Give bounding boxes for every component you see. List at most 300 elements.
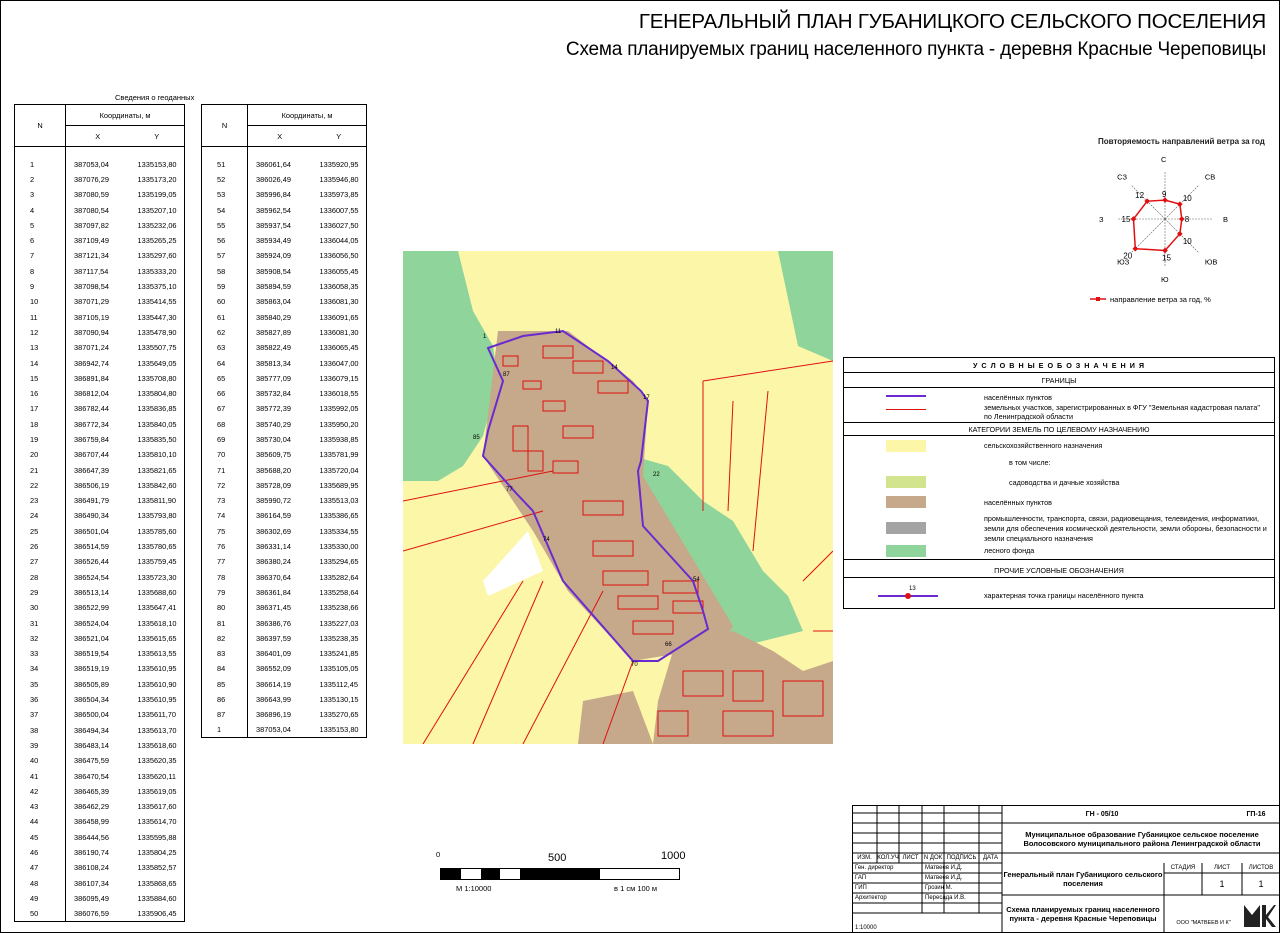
coord-y: 1335810,10	[130, 447, 185, 462]
coord-x: 386380,24	[256, 557, 291, 567]
coord-row	[202, 661, 367, 676]
coord-x: 385990,72	[256, 496, 291, 506]
col-n: N	[202, 105, 248, 147]
coord-row	[202, 570, 367, 585]
coord-row	[15, 554, 185, 569]
coord-y: 1335153,80	[130, 157, 185, 172]
col-n: N	[15, 105, 66, 147]
coord-n: 17	[15, 401, 66, 416]
coord-n: 6	[15, 233, 66, 248]
coord-n: 45	[15, 830, 66, 845]
coord-x: 386475,59	[74, 756, 109, 766]
coord-y: 1335105,05	[312, 661, 367, 676]
col-y: Y	[130, 126, 185, 147]
wind-rose-title: Повторяемость направлений ветра за год	[1098, 137, 1265, 146]
coord-row	[15, 386, 185, 401]
coord-x: 386458,99	[74, 817, 109, 827]
coord-x: 386164,59	[256, 511, 291, 521]
coord-x: 386759,84	[74, 434, 109, 444]
boundary-settlement-swatch	[886, 395, 926, 397]
coord-x: 387071,29	[74, 297, 109, 307]
coord-n: 23	[15, 493, 66, 508]
coord-row	[15, 355, 185, 370]
legend-c1: сельскохозяйственного назначения	[984, 441, 1103, 450]
coord-x: 386772,34	[74, 419, 109, 429]
stamp-role: Ген. директор	[855, 865, 894, 871]
coord-row	[15, 753, 185, 768]
coord-row	[202, 218, 367, 233]
coord-x: 387090,94	[74, 327, 109, 337]
coord-row	[15, 264, 185, 279]
coord-x: 385740,29	[256, 419, 291, 429]
coord-row	[15, 309, 185, 324]
legend-b2: земельных участков, зарегистрированных в ФГУ "Земельная кадастровая палата" по Ленинградской области	[984, 403, 1260, 421]
coord-x: 386521,04	[74, 633, 109, 643]
stamp-person: Матвеев И.Д.	[925, 875, 963, 881]
legend-c5: лесного фонда	[984, 546, 1035, 555]
coord-y: 1335610,95	[130, 692, 185, 707]
coord-y: 1335620,35	[130, 753, 185, 768]
coord-y: 1335992,05	[312, 401, 367, 416]
coord-n: 4	[15, 202, 66, 217]
coord-n: 80	[202, 600, 248, 615]
coord-y: 1335265,25	[130, 233, 185, 248]
coord-y: 1335613,55	[130, 646, 185, 661]
legend-c1a: в том числе:	[1009, 458, 1051, 467]
coord-row	[202, 401, 367, 416]
coord-y: 1336044,05	[312, 233, 367, 248]
point-label: 77	[506, 487, 513, 493]
coord-n: 9	[15, 279, 66, 294]
coord-n: 87	[202, 707, 248, 722]
scale-0: 0	[436, 850, 441, 859]
coord-y: 1335688,60	[130, 585, 185, 600]
coord-x: 386891,84	[74, 373, 109, 383]
coord-n: 15	[15, 371, 66, 386]
coord-row	[202, 371, 367, 386]
coord-n: 75	[202, 524, 248, 539]
point-label: 1	[483, 334, 487, 340]
coord-x: 385962,54	[256, 205, 291, 215]
coord-row	[202, 677, 367, 692]
coord-y: 1335238,66	[312, 600, 367, 615]
stamp-sheetcode: ГП-16	[1246, 810, 1266, 818]
boundary-parcel-swatch	[886, 409, 926, 410]
wind-value: 20	[1123, 251, 1133, 261]
coord-y: 1335258,64	[312, 585, 367, 600]
coord-y: 1335507,75	[130, 340, 185, 355]
coord-row	[15, 830, 185, 845]
coord-n: 63	[202, 340, 248, 355]
stamp-role: ГИП	[855, 885, 867, 891]
coord-y: 1335973,85	[312, 187, 367, 202]
wind-direction: СВ	[1204, 172, 1216, 182]
settlement-swatch	[886, 496, 926, 508]
coord-x: 386552,09	[256, 664, 291, 674]
coord-n: 19	[15, 432, 66, 447]
coord-n: 5	[15, 218, 66, 233]
coord-x: 385840,29	[256, 312, 291, 322]
coord-x: 386444,56	[74, 832, 109, 842]
coord-n: 54	[202, 202, 248, 217]
coord-n: 30	[15, 600, 66, 615]
coord-x: 386095,49	[74, 893, 109, 903]
coords-table-left	[14, 104, 185, 922]
col-x: X	[248, 126, 312, 147]
coord-row	[15, 447, 185, 462]
coord-n: 12	[15, 325, 66, 340]
col-group: Координаты, м	[248, 105, 367, 126]
coord-n: 28	[15, 570, 66, 585]
coord-row	[15, 340, 185, 355]
coord-row	[15, 187, 185, 202]
coord-row	[202, 417, 367, 432]
coord-n: 2	[15, 172, 66, 187]
coord-x: 386386,76	[256, 618, 291, 628]
wind-value: 10	[1182, 236, 1192, 246]
coord-n: 24	[15, 508, 66, 523]
coord-y: 1335811,90	[130, 493, 185, 508]
coord-x: 387076,29	[74, 174, 109, 184]
coord-n: 46	[15, 845, 66, 860]
coord-row	[202, 325, 367, 340]
coord-y: 1335842,60	[130, 478, 185, 493]
stamp-code: ГН - 05/10	[1085, 810, 1119, 818]
coord-y: 1335270,65	[312, 707, 367, 722]
coord-row	[15, 417, 185, 432]
coord-n: 27	[15, 554, 66, 569]
coord-x: 386483,14	[74, 740, 109, 750]
point-label: 22	[653, 472, 660, 478]
coord-n: 76	[202, 539, 248, 554]
coord-y: 1335649,05	[130, 355, 185, 370]
stamp-org: Муниципальное образование Губаницкое сельское поселение Волосовского муниципального района Ленинградской области	[1023, 830, 1261, 848]
coord-n: 73	[202, 493, 248, 508]
coord-n: 25	[15, 524, 66, 539]
coord-row	[202, 722, 367, 737]
wind-value: 9	[1162, 190, 1167, 200]
wind-value: 15	[1162, 253, 1171, 263]
coord-y: 1335620,11	[130, 768, 185, 783]
wind-direction: СЗ	[1117, 172, 1128, 182]
coord-y: 1336055,45	[312, 264, 367, 279]
coord-row	[15, 524, 185, 539]
coord-x: 385732,84	[256, 389, 291, 399]
coord-y: 1335478,90	[130, 325, 185, 340]
coord-x: 386524,54	[74, 572, 109, 582]
coord-y: 1335821,65	[130, 462, 185, 477]
legend-o1: характерная точка границы населённого пункта	[984, 591, 1144, 600]
stamp-col: ЛИСТ	[902, 855, 919, 861]
coord-row	[15, 478, 185, 493]
coord-row	[202, 294, 367, 309]
coord-y: 1336018,55	[312, 386, 367, 401]
coord-y: 1335241,85	[312, 646, 367, 661]
coord-row	[15, 233, 185, 248]
legend-other-heading: ПРОЧИЕ УСЛОВНЫЕ ОБОЗНАЧЕНИЯ	[844, 563, 1274, 578]
coord-x: 386490,34	[74, 511, 109, 521]
coords-table-right	[201, 104, 367, 738]
coord-n: 59	[202, 279, 248, 294]
coord-x: 387121,34	[74, 251, 109, 261]
coord-n: 68	[202, 417, 248, 432]
coord-y: 1335852,57	[130, 860, 185, 875]
coord-x: 386108,24	[74, 863, 109, 873]
coord-y: 1336081,30	[312, 325, 367, 340]
coord-y: 1335173,20	[130, 172, 185, 187]
coord-n: 39	[15, 738, 66, 753]
coord-row	[15, 631, 185, 646]
forest-swatch	[886, 545, 926, 557]
wind-value: 12	[1135, 191, 1145, 201]
coord-y: 1335723,30	[130, 570, 185, 585]
coord-row	[202, 524, 367, 539]
coord-x: 385609,75	[256, 450, 291, 460]
coord-row	[15, 462, 185, 477]
coords-caption: Сведения о геоданных	[115, 93, 195, 102]
coord-y: 1335333,20	[130, 264, 185, 279]
coord-n: 72	[202, 478, 248, 493]
coord-n: 33	[15, 646, 66, 661]
scale-500: 500	[548, 852, 567, 864]
wind-value: 15	[1121, 215, 1131, 224]
coord-n: 56	[202, 233, 248, 248]
coord-row	[202, 340, 367, 355]
coord-row	[15, 539, 185, 554]
coord-n: 57	[202, 248, 248, 263]
coord-x: 386501,04	[74, 526, 109, 536]
coord-n: 58	[202, 264, 248, 279]
wind-direction: С	[1161, 155, 1167, 164]
coord-x: 385777,09	[256, 373, 291, 383]
coord-row	[202, 646, 367, 661]
coord-y: 1336081,30	[312, 294, 367, 309]
coord-n: 29	[15, 585, 66, 600]
coord-x: 386494,34	[74, 725, 109, 735]
coord-y: 1335334,55	[312, 524, 367, 539]
stamp-scale: 1:10000	[855, 925, 877, 931]
point-label: 87	[503, 372, 510, 378]
coord-y: 1335835,50	[130, 432, 185, 447]
scale-1000: 1000	[661, 850, 686, 862]
point-marker-icon	[905, 593, 911, 599]
coord-x: 386491,79	[74, 496, 109, 506]
coord-n: 51	[202, 157, 248, 172]
coord-row	[15, 157, 185, 172]
coord-x: 387109,49	[74, 236, 109, 246]
coord-y: 1335414,55	[130, 294, 185, 309]
coord-x: 387080,54	[74, 205, 109, 215]
coord-x: 386942,74	[74, 358, 109, 368]
coord-y: 1335618,60	[130, 738, 185, 753]
coord-y: 1335619,05	[130, 784, 185, 799]
coord-row	[202, 202, 367, 217]
coord-n: 38	[15, 722, 66, 737]
title-block	[852, 805, 1280, 933]
coord-row	[15, 615, 185, 630]
coord-row	[15, 172, 185, 187]
coord-x: 386371,45	[256, 603, 291, 613]
wind-direction: В	[1223, 215, 1229, 224]
coord-row	[202, 386, 367, 401]
coord-x: 386614,19	[256, 679, 291, 689]
coord-y: 1335785,60	[130, 524, 185, 539]
coord-x: 385688,20	[256, 465, 291, 475]
coord-row	[15, 248, 185, 263]
coord-n: 37	[15, 707, 66, 722]
stamp-col: КОЛ.УЧ	[877, 855, 899, 861]
coord-row	[202, 692, 367, 707]
coord-y: 1335946,80	[312, 172, 367, 187]
coord-n: 70	[202, 447, 248, 462]
coord-n: 71	[202, 462, 248, 477]
coord-n: 78	[202, 570, 248, 585]
coord-row	[15, 661, 185, 676]
coord-x: 386397,59	[256, 633, 291, 643]
coord-y: 1335513,03	[312, 493, 367, 508]
agri-swatch	[886, 440, 926, 452]
coord-row	[202, 508, 367, 523]
coord-n: 40	[15, 753, 66, 768]
legend-title: У С Л О В Н Ы Е О Б О З Н А Ч Е Н И Я	[844, 358, 1274, 373]
coord-row	[15, 585, 185, 600]
coord-y: 1335375,10	[130, 279, 185, 294]
coord-row	[202, 355, 367, 370]
coord-x: 385827,89	[256, 327, 291, 337]
coord-y: 1335232,06	[130, 218, 185, 233]
coord-y: 1335238,35	[312, 631, 367, 646]
coord-y: 1335614,70	[130, 814, 185, 829]
coord-n: 66	[202, 386, 248, 401]
coord-row	[202, 309, 367, 324]
legend-b1: населённых пунктов	[984, 393, 1052, 402]
coord-row	[202, 600, 367, 615]
coord-n: 32	[15, 631, 66, 646]
map[interactable]	[403, 251, 833, 744]
coord-n: 82	[202, 631, 248, 646]
garden-swatch	[886, 476, 926, 488]
coord-y: 1335207,10	[130, 202, 185, 217]
coord-x: 386506,19	[74, 480, 109, 490]
coord-row	[15, 600, 185, 615]
coord-row	[15, 570, 185, 585]
coord-y: 1335759,45	[130, 554, 185, 569]
legend-o1-num: 13	[909, 586, 916, 592]
coord-y: 1336007,55	[312, 202, 367, 217]
coord-x: 385730,04	[256, 434, 291, 444]
coord-row	[202, 554, 367, 569]
coord-y: 1335294,65	[312, 554, 367, 569]
coord-y: 1335780,65	[130, 539, 185, 554]
coord-y: 1335112,45	[312, 677, 367, 692]
coord-row	[202, 585, 367, 600]
coord-n: 53	[202, 187, 248, 202]
col-x: X	[66, 126, 130, 147]
coord-x: 385863,04	[256, 297, 291, 307]
coord-n: 21	[15, 462, 66, 477]
coord-row	[15, 722, 185, 737]
coord-row	[15, 202, 185, 217]
coord-row	[202, 462, 367, 477]
coord-y: 1335130,15	[312, 692, 367, 707]
coord-row	[202, 279, 367, 294]
col-y: Y	[312, 126, 367, 147]
coord-x: 386643,99	[256, 695, 291, 705]
wind-rose	[1090, 134, 1270, 309]
stamp-sheet-label: ЛИСТ	[1213, 865, 1231, 871]
coord-n: 77	[202, 554, 248, 569]
coord-x: 385728,09	[256, 480, 291, 490]
coord-row	[202, 248, 367, 263]
coord-n: 20	[15, 447, 66, 462]
stamp-col: ИЗМ.	[857, 855, 872, 861]
coord-x: 385813,34	[256, 358, 291, 368]
coord-x: 385894,59	[256, 282, 291, 292]
coord-row	[202, 631, 367, 646]
coord-x: 386519,54	[74, 649, 109, 659]
coord-y: 1335282,64	[312, 570, 367, 585]
coord-n: 8	[15, 264, 66, 279]
stamp-sheets-label: ЛИСТОВ	[1248, 865, 1274, 871]
coord-y: 1335720,04	[312, 462, 367, 477]
legend	[843, 357, 1275, 609]
coord-n: 81	[202, 615, 248, 630]
coord-n: 18	[15, 417, 66, 432]
stamp-person: Матвеев И.Д.	[925, 865, 963, 871]
coord-x: 385934,49	[256, 236, 291, 246]
point-label: 66	[665, 642, 672, 648]
coord-n: 49	[15, 891, 66, 906]
stamp-drawing: Схема планируемых границ населенного пункта - деревня Красные Череповицы	[1006, 905, 1160, 923]
coord-n: 69	[202, 432, 248, 447]
coord-x: 386526,44	[74, 557, 109, 567]
coord-x: 385822,49	[256, 343, 291, 353]
coord-x: 386331,14	[256, 542, 291, 552]
coord-x: 386465,39	[74, 786, 109, 796]
coord-n: 44	[15, 814, 66, 829]
coord-n: 3	[15, 187, 66, 202]
wind-direction: Ю	[1161, 275, 1169, 284]
coord-x: 386361,84	[256, 587, 291, 597]
coord-y: 1335330,00	[312, 539, 367, 554]
coord-n: 26	[15, 539, 66, 554]
coord-n: 55	[202, 218, 248, 233]
coord-n: 61	[202, 309, 248, 324]
main-title: ГЕНЕРАЛЬНЫЙ ПЛАН ГУБАНИЦКОГО СЕЛЬСКОГО ПОСЕЛЕНИЯ	[638, 10, 1266, 33]
coord-y: 1335920,95	[312, 157, 367, 172]
coord-row	[202, 187, 367, 202]
coord-n: 84	[202, 661, 248, 676]
coord-row	[202, 432, 367, 447]
legend-boundaries-heading: ГРАНИЦЫ	[844, 373, 1274, 388]
coord-y: 1335804,25	[130, 845, 185, 860]
coord-n: 11	[15, 309, 66, 324]
coord-x: 386647,39	[74, 465, 109, 475]
coord-row	[15, 677, 185, 692]
coord-x: 386514,59	[74, 542, 109, 552]
coord-y: 1335793,80	[130, 508, 185, 523]
coord-y: 1335938,85	[312, 432, 367, 447]
coord-row	[15, 279, 185, 294]
coord-row	[15, 432, 185, 447]
scale-unit: в 1 см 100 м	[614, 884, 658, 893]
col-group: Координаты, м	[66, 105, 185, 126]
coord-row	[15, 860, 185, 875]
coord-y: 1336058,35	[312, 279, 367, 294]
coord-row	[202, 493, 367, 508]
coord-n: 34	[15, 661, 66, 676]
coord-y: 1335906,45	[130, 906, 185, 921]
